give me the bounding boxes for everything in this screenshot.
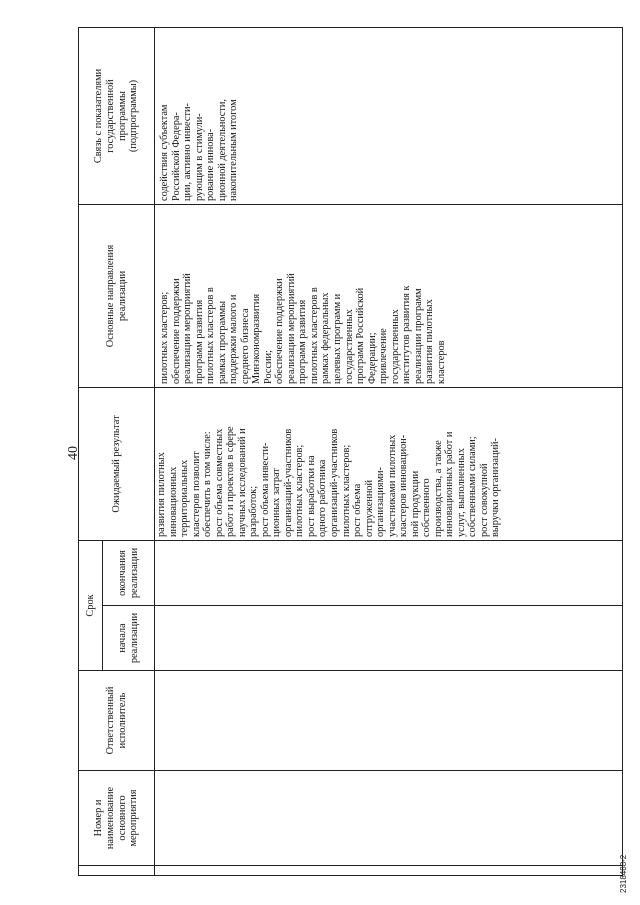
text-line: исполнитель <box>116 692 128 749</box>
text-line: среднего бизнеса <box>239 308 251 384</box>
text-line: программ развития <box>297 299 309 384</box>
text-line: рамках программы <box>216 300 228 384</box>
header-directions <box>79 204 155 387</box>
text-line: программы <box>116 91 128 141</box>
text-line: пилотных кластеров; <box>159 291 170 384</box>
text-line: ной продукции <box>409 470 421 537</box>
text-line: России; <box>262 350 274 384</box>
text-line: окончания <box>116 550 128 596</box>
text-line: рование иннова- <box>205 128 217 201</box>
text-line: участниками пилотных <box>386 434 398 537</box>
text-line: организаций-участников <box>328 428 340 537</box>
text-line: программ развития <box>193 299 205 384</box>
text-line: содействия субъектам <box>159 104 170 201</box>
text-line: государственной <box>104 79 116 153</box>
header-margin <box>79 866 155 876</box>
text-line: развития пилотных <box>156 452 167 537</box>
text-line: (подпрограммы) <box>128 79 140 153</box>
text-line: одного работника <box>317 459 329 537</box>
text-line: Ответственный <box>104 686 116 755</box>
header-responsible <box>79 671 155 771</box>
text-line: реализации мероприятий <box>285 273 297 384</box>
cell-term-start <box>155 606 623 671</box>
header-term-end <box>103 540 155 605</box>
text-line: реализации программ <box>412 288 424 384</box>
header-term-start <box>103 606 155 671</box>
cell-margin <box>155 866 623 876</box>
text-line: пилотных кластеров в <box>205 287 217 384</box>
cell-term-end <box>155 540 623 605</box>
text-line: реализации <box>116 270 128 322</box>
text-line: мероприятия <box>128 789 140 847</box>
text-line: институтов развития к <box>401 285 413 384</box>
text-line: инновационных работ и <box>444 431 456 537</box>
text-line: инновационных <box>167 466 179 537</box>
text-line: ционной деятельности, <box>216 99 228 201</box>
text-line: рамках федеральных <box>320 292 332 384</box>
text-line: кластеров <box>435 340 447 384</box>
text-line: рующим в стимули- <box>193 113 205 201</box>
text-line: накопительным итогом <box>228 99 240 201</box>
text-line: рост объема инвести- <box>259 442 271 537</box>
text-line: обеспечение поддержки <box>274 278 286 384</box>
text-line: научных исследований и <box>236 428 248 537</box>
text-line: производства, а также <box>432 440 444 537</box>
cell-directions <box>155 204 623 387</box>
text-line: реализации <box>128 612 140 664</box>
text-line: организаций-участников <box>282 428 294 537</box>
text-line: поддержки малого и <box>228 294 240 384</box>
cell-link <box>155 27 623 204</box>
text-line: ционных затрат <box>271 468 283 537</box>
text-line: организациями- <box>375 467 387 537</box>
text-line: Минэкономразвития <box>251 293 263 384</box>
text-line: Связь с показателями <box>93 68 105 164</box>
text-line: наименование <box>104 786 116 850</box>
text-line: целевых программ и <box>331 293 343 384</box>
text-line: отгруженной <box>363 479 375 537</box>
text-line: рост объема совместных <box>213 428 225 537</box>
text-line: работ и проектов в сфере <box>225 426 237 537</box>
text-line: пилотных кластеров; <box>294 444 306 537</box>
document-code: 2318488-2 <box>619 854 628 893</box>
text-line: основного <box>116 795 128 841</box>
text-line: разработок; <box>248 485 260 537</box>
cell-responsible <box>155 671 623 771</box>
header-link <box>79 27 155 204</box>
text-line: обеспечение поддержки <box>170 278 182 384</box>
text-line: Номер и <box>93 799 105 837</box>
page-number: 40 <box>66 446 81 460</box>
text-line: Федерации; <box>366 332 378 384</box>
text-line: Российской Федера- <box>170 112 182 201</box>
text-line: программ Российской <box>355 287 367 384</box>
text-line: реализации <box>128 547 140 599</box>
text-line: пилотных кластеров в <box>308 287 320 384</box>
text-line: государственных <box>389 309 401 384</box>
cell-number-name <box>155 771 623 866</box>
text-line: услуг, выполненных <box>455 448 467 537</box>
header-number-name <box>79 771 155 866</box>
text-line: рост выработки на <box>305 455 317 537</box>
text-line: пилотных кластеров; <box>340 444 352 537</box>
text-line: территориальных <box>179 459 191 537</box>
cell-result <box>155 387 623 540</box>
text-line: государственных <box>343 309 355 384</box>
header-result: Ожидаемый результат <box>79 387 155 540</box>
text-line: кластеров инновацион- <box>398 434 410 537</box>
text-line: собственного <box>421 478 433 537</box>
text-line: привлечение <box>378 328 390 384</box>
text-line: Основные направления <box>104 244 116 348</box>
text-line: развития пилотных <box>424 299 436 384</box>
text-line: ции, активно инвести- <box>182 103 194 201</box>
text-line: рост совокупной <box>478 463 490 537</box>
text-line: обеспечить в том числе: <box>202 431 214 537</box>
header-term: Срок <box>79 540 103 670</box>
text-line: собственными силами; <box>467 436 479 537</box>
text-line: выручки организаций- <box>490 438 502 537</box>
text-line: кластеров позволит <box>190 451 202 537</box>
text-line: реализации мероприятий <box>182 273 194 384</box>
text-line: рост объема <box>352 483 364 537</box>
measures-table <box>78 27 623 876</box>
text-line: начала <box>116 623 128 653</box>
